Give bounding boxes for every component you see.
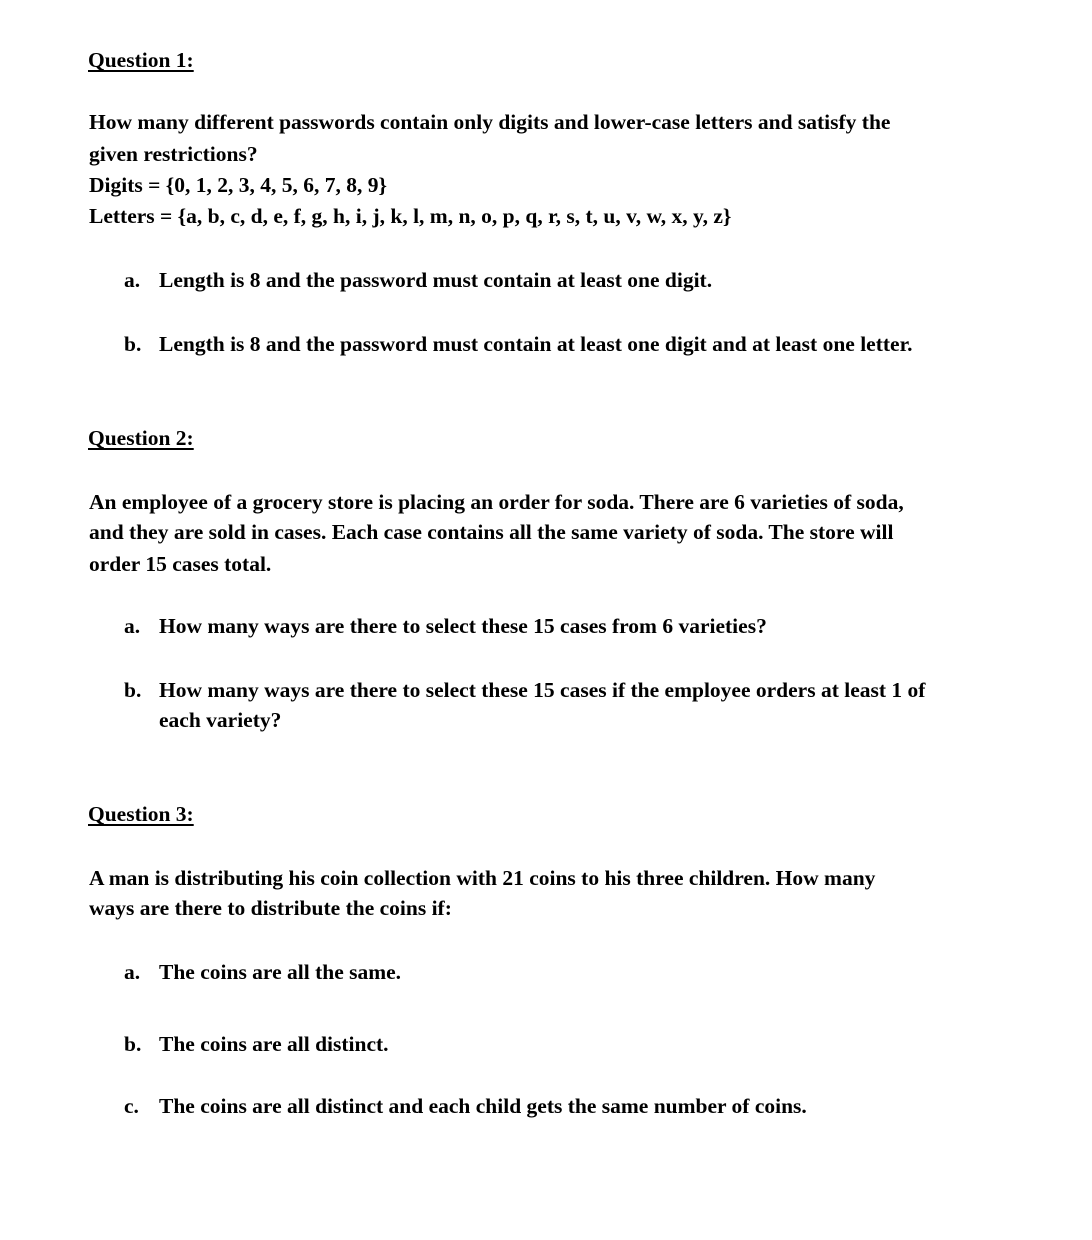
question-2-part-a-text: How many ways are there to select these 15 cases from 6 varieties? <box>159 614 767 638</box>
question-2-part-b-text-line1: How many ways are there to select these 15 cases if the employee orders at least 1 of <box>159 678 926 702</box>
question-1-part-b-marker: b. <box>124 332 142 356</box>
question-1-intro-line2: given restrictions? <box>89 142 258 166</box>
question-2-part-b-marker: b. <box>124 678 142 702</box>
question-2-intro-line2: and they are sold in cases. Each case contains all the same variety of soda. The store will <box>89 520 894 544</box>
question-3-part-a-text: The coins are all the same. <box>159 960 402 984</box>
question-2-part-a-marker: a. <box>124 614 141 638</box>
question-2-intro-line1: An employee of a grocery store is placing an order for soda. There are 6 varieties of soda, <box>89 490 904 514</box>
question-1-heading: Question 1: <box>88 48 194 72</box>
question-1-digits-set: Digits = {0, 1, 2, 3, 4, 5, 6, 7, 8, 9} <box>89 173 387 197</box>
question-1-part-a-marker: a. <box>124 268 141 292</box>
question-3-intro-line1: A man is distributing his coin collection with 21 coins to his three children. How many <box>89 866 876 890</box>
question-3-part-b-text: The coins are all distinct. <box>159 1032 389 1056</box>
question-2-intro-line3: order 15 cases total. <box>89 552 272 576</box>
question-2-part-b-text-line2: each variety? <box>159 708 282 732</box>
question-3-intro-line2: ways are there to distribute the coins if: <box>89 896 452 920</box>
question-3-part-b-marker: b. <box>124 1032 142 1056</box>
question-2-heading: Question 2: <box>88 426 194 450</box>
question-1-letters-set: Letters = {a, b, c, d, e, f, g, h, i, j, k, l, m, n, o, p, q, r, s, t, u, v, w, x, y, z} <box>89 204 732 228</box>
question-3-heading: Question 3: <box>88 802 194 826</box>
question-3-part-a-marker: a. <box>124 960 141 984</box>
question-3-part-c-text: The coins are all distinct and each child gets the same number of coins. <box>159 1094 807 1118</box>
question-1-intro-line1: How many different passwords contain only digits and lower-case letters and satisfy the <box>89 110 891 134</box>
question-3-part-c-marker: c. <box>124 1094 139 1118</box>
question-1-part-a-text: Length is 8 and the password must contain at least one digit. <box>159 268 713 292</box>
question-1-part-b-text: Length is 8 and the password must contain at least one digit and at least one letter. <box>159 332 913 356</box>
